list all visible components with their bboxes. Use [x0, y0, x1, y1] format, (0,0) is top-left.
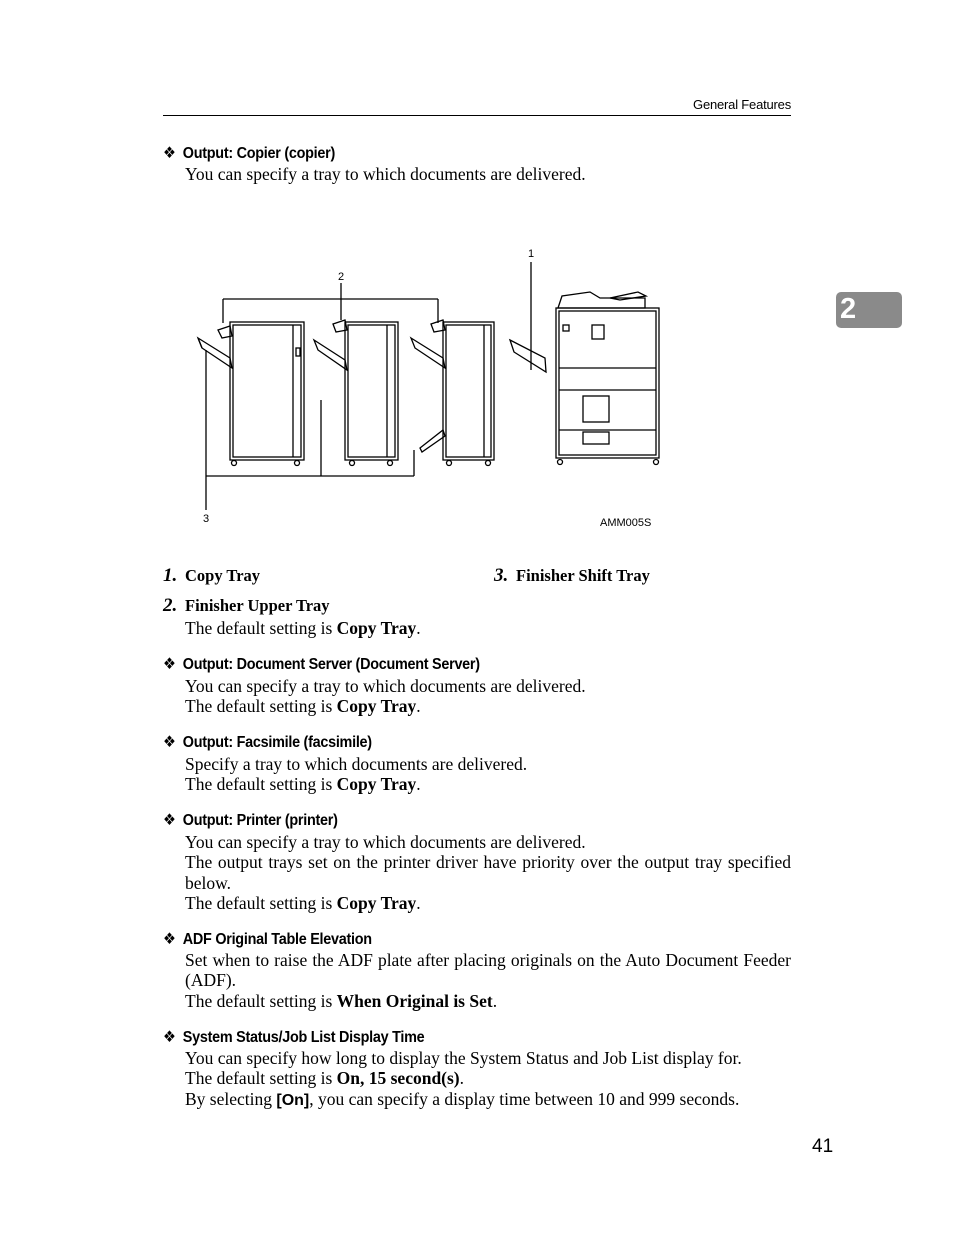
body-line: You can specify a tray to which documents are delivered.	[185, 164, 586, 184]
callout-1: 1	[528, 248, 535, 260]
callout-3: 3	[203, 513, 210, 525]
diamond-bullet-icon: ❖	[163, 931, 176, 948]
section-body-printer: You can specify a tray to which documents are delivered. The output trays set on the printer driver have priority over the output tray specified below. The default setting is Copy Tray.	[185, 832, 791, 913]
output-trays-diagram	[190, 240, 670, 535]
section-heading-document-server: ❖ Output: Document Server (Document Server)	[163, 656, 480, 673]
legend-item-1: 1. Copy Tray	[163, 565, 261, 586]
section-body-adf: Set when to raise the ADF plate after placing originals on the Auto Document Feeder (ADF). The default setting is When Original is Set.	[185, 950, 791, 1011]
chapter-number: 2	[840, 293, 857, 325]
finisher-unit-a	[198, 322, 304, 466]
running-header	[163, 96, 791, 116]
section-body-status: You can specify how long to display the System Status and Job List display for. The default setting is On, 15 second(s). By selecting [On], you can specify a display time between 10 and 999 seconds.	[185, 1048, 742, 1109]
finisher-unit-c	[411, 320, 494, 466]
section-heading-facsimile: ❖ Output: Facsimile (facsimile)	[163, 734, 372, 751]
section-heading-printer: ❖ Output: Printer (printer)	[163, 812, 338, 829]
page-number: 41	[812, 1136, 834, 1157]
legend-item-2: 2. Finisher Upper Tray	[163, 595, 330, 616]
copy-tray	[510, 340, 546, 372]
on-key-label: [On]	[276, 1091, 310, 1109]
chapter-tab	[836, 292, 902, 328]
section-body-facsimile: Specify a tray to which documents are delivered. The default setting is Copy Tray.	[185, 754, 528, 795]
running-title: General Features	[693, 97, 791, 112]
section-body-copier	[185, 164, 791, 184]
finisher-unit-b	[314, 320, 398, 466]
section-heading-status: ❖ System Status/Job List Display Time	[163, 1029, 425, 1046]
section-heading-copier: ❖ Output: Copier (copier)	[163, 145, 335, 162]
diamond-bullet-icon: ❖	[163, 734, 176, 751]
callout-2: 2	[338, 271, 345, 283]
diamond-bullet-icon: ❖	[163, 656, 176, 673]
diamond-bullet-icon: ❖	[163, 145, 176, 162]
diamond-bullet-icon: ❖	[163, 812, 176, 829]
diamond-bullet-icon: ❖	[163, 1029, 176, 1046]
figure-code: AMM005S	[600, 517, 652, 529]
section-body-document-server: You can specify a tray to which documents are delivered. The default setting is Copy Tray.	[185, 676, 586, 717]
legend-item-3: 3. Finisher Shift Tray	[494, 565, 650, 586]
section-heading-adf: ❖ ADF Original Table Elevation	[163, 931, 372, 948]
legend-default: The default setting is Copy Tray.	[185, 618, 421, 638]
main-copier	[556, 292, 659, 465]
